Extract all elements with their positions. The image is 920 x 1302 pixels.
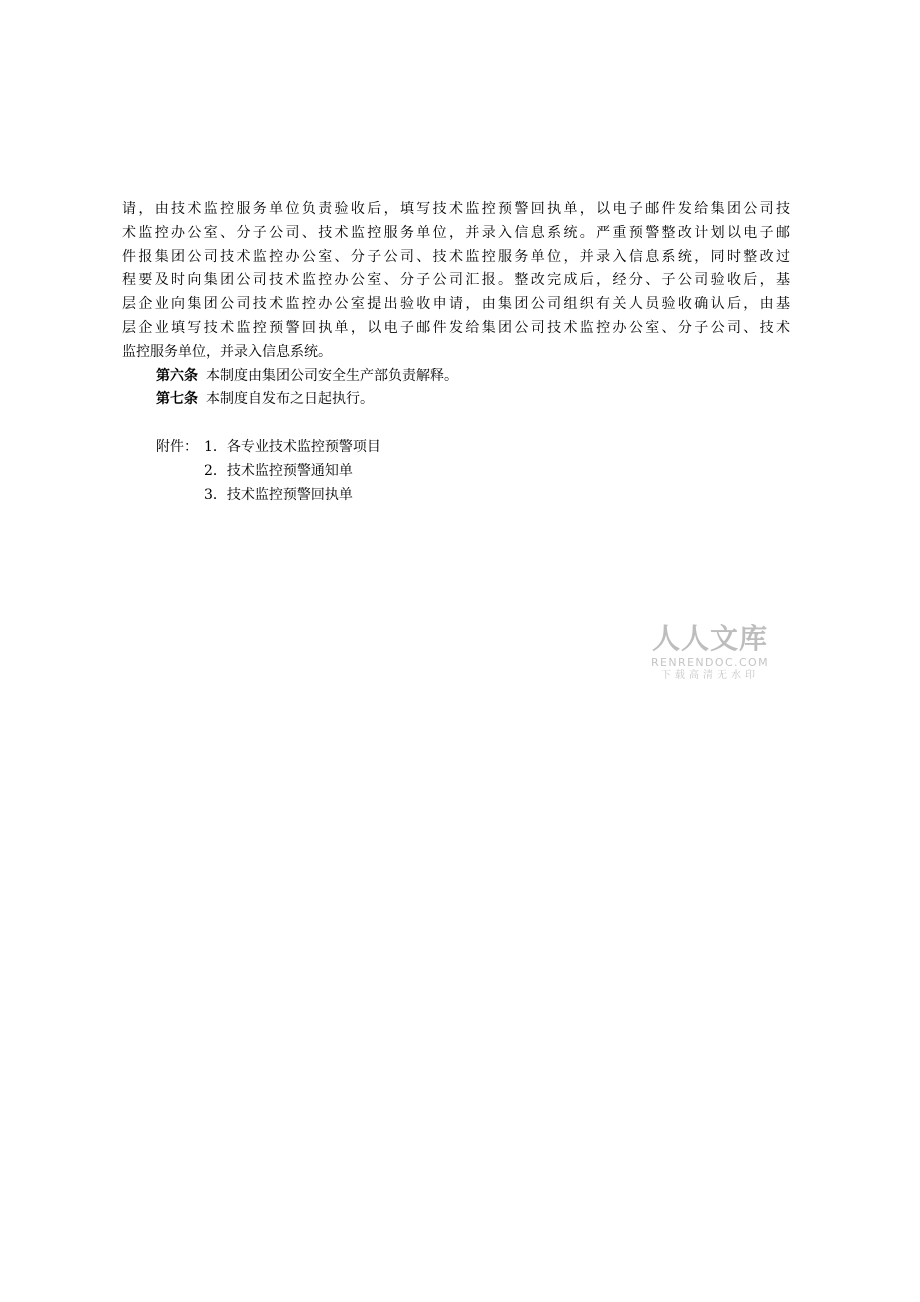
paragraph-line: 监控服务单位，并录入信息系统。 [122, 343, 332, 360]
attachment-item [156, 436, 790, 460]
watermark-subtitle: 下载高清无水印 [661, 670, 759, 681]
body-paragraph [122, 198, 790, 365]
article-seven [122, 388, 790, 412]
attachment-item [156, 484, 790, 508]
paragraph-line: 术监控办公室、分子公司、技术监控服务单位，并录入信息系统。严重预警整改计划以电子邮 [122, 224, 790, 241]
attachments-list [122, 436, 790, 507]
attachment-text: 2．技术监控预警通知单 [204, 462, 353, 479]
attachment-item [156, 460, 790, 484]
paragraph-line: 请，由技术监控服务单位负责验收后，填写技术监控预警回执单，以电子邮件发给集团公司技 [122, 201, 790, 217]
paragraph-line: 层企业向集团公司技术监控办公室提出验收申请，由集团公司组织有关人员验收确认后，由基 [122, 296, 790, 313]
paragraph-line: 件报集团公司技术监控办公室、分子公司、技术监控服务单位，并录入信息系统，同时整改过 [122, 248, 790, 265]
attachments-prefix: 附件： [156, 439, 198, 456]
paragraph-line: 程要及时向集团公司技术监控办公室、分子公司汇报。整改完成后，经分、子公司验收后，基 [122, 272, 790, 289]
document-body [122, 198, 790, 508]
article-text: 本制度由集团公司安全生产部负责解释。 [206, 367, 458, 384]
attachment-text: 1．各专业技术监控预警项目 [204, 439, 381, 456]
article-six [122, 365, 790, 389]
watermark-logo [644, 622, 776, 683]
article-text: 本制度自发布之日起执行。 [206, 391, 374, 408]
article-label: 第六条 [156, 367, 198, 384]
watermark-site: RENRENDOC.COM [651, 656, 769, 669]
paragraph-line: 层企业填写技术监控预警回执单，以电子邮件发给集团公司技术监控办公室、分子公司、技术 [122, 319, 790, 336]
watermark-title: 人人文库 [651, 622, 768, 655]
attachment-text: 3．技术监控预警回执单 [204, 486, 353, 503]
article-label: 第七条 [156, 391, 198, 408]
